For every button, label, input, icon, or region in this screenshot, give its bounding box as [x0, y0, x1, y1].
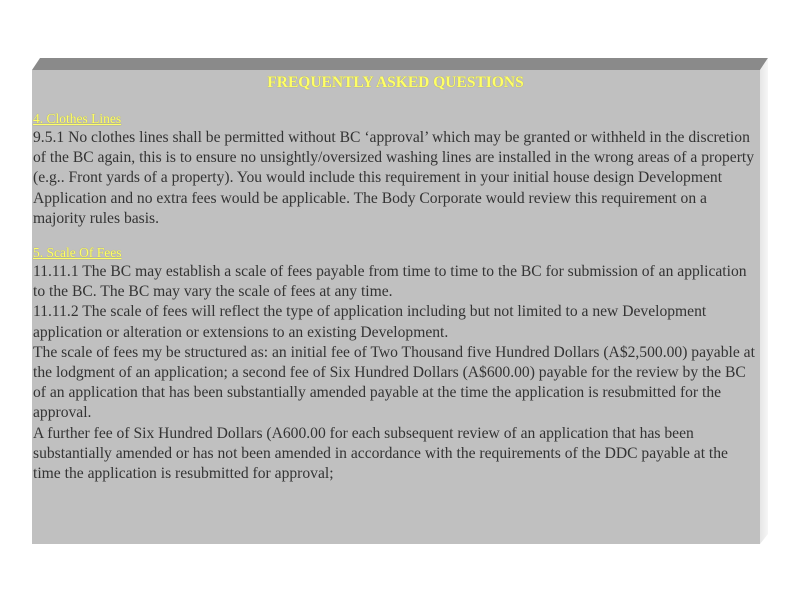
- section-scale-of-fees: [33, 244, 758, 484]
- slide-bevel-right: [760, 58, 768, 544]
- faq-panel: [32, 70, 760, 544]
- section-heading-scale-of-fees[interactable]: 5. Scale Of Fees: [33, 245, 122, 261]
- fees-paragraph-11-11-2: 11.11.2 The scale of fees will reflect the type of application including but not limited to a new Development application or alteration or extensions to an existing Development.: [33, 303, 707, 341]
- section-heading-clothes-lines[interactable]: 4. Clothes Lines: [33, 111, 122, 126]
- fees-paragraph-11-11-1: 11.11.1 The BC may establish a scale of fees payable from time to time to the BC for submission of an application to the BC. The BC may vary the scale of fees at any time.: [33, 263, 747, 301]
- section-clothes-lines: [33, 110, 758, 229]
- slide-bevel-top: [32, 58, 768, 70]
- fees-paragraph-further-fee: A further fee of Six Hundred Dollars (A600.00 for each subsequent review of an application that has been substantially amended or has not been amended in accordance with the requirements of the DDC payable at the time the application is resubmitted for approval;: [33, 424, 728, 483]
- page-title: FREQUENTLY ASKED QUESTIONS: [267, 74, 524, 91]
- fees-paragraph-structure: The scale of fees my be structured as: an initial fee of Two Thousand five Hundred Dollars (A$2,500.00) payable at the lodgment of an application; a second fee of Six Hundred Dollars (A$600.00) payable for the review by the BC of an application that has been substantially amended payable at the time the application is resubmitted for the approval.: [33, 343, 755, 422]
- clothes-lines-paragraph: 9.5.1 No clothes lines shall be permitted without BC ‘approval’ which may be granted or withheld in the discretion of the BC again, this is to ensure no unsightly/oversized washing lines are installed in the wrong areas of a property (e.g.. Front yards of a property). You would include this requirement in your initial house design Development Application and no extra fees would be applicable. The Body Corporate would review this requirement on a majority rules basis.: [33, 129, 755, 227]
- faq-slide: [32, 58, 768, 544]
- faq-content: [33, 70, 758, 484]
